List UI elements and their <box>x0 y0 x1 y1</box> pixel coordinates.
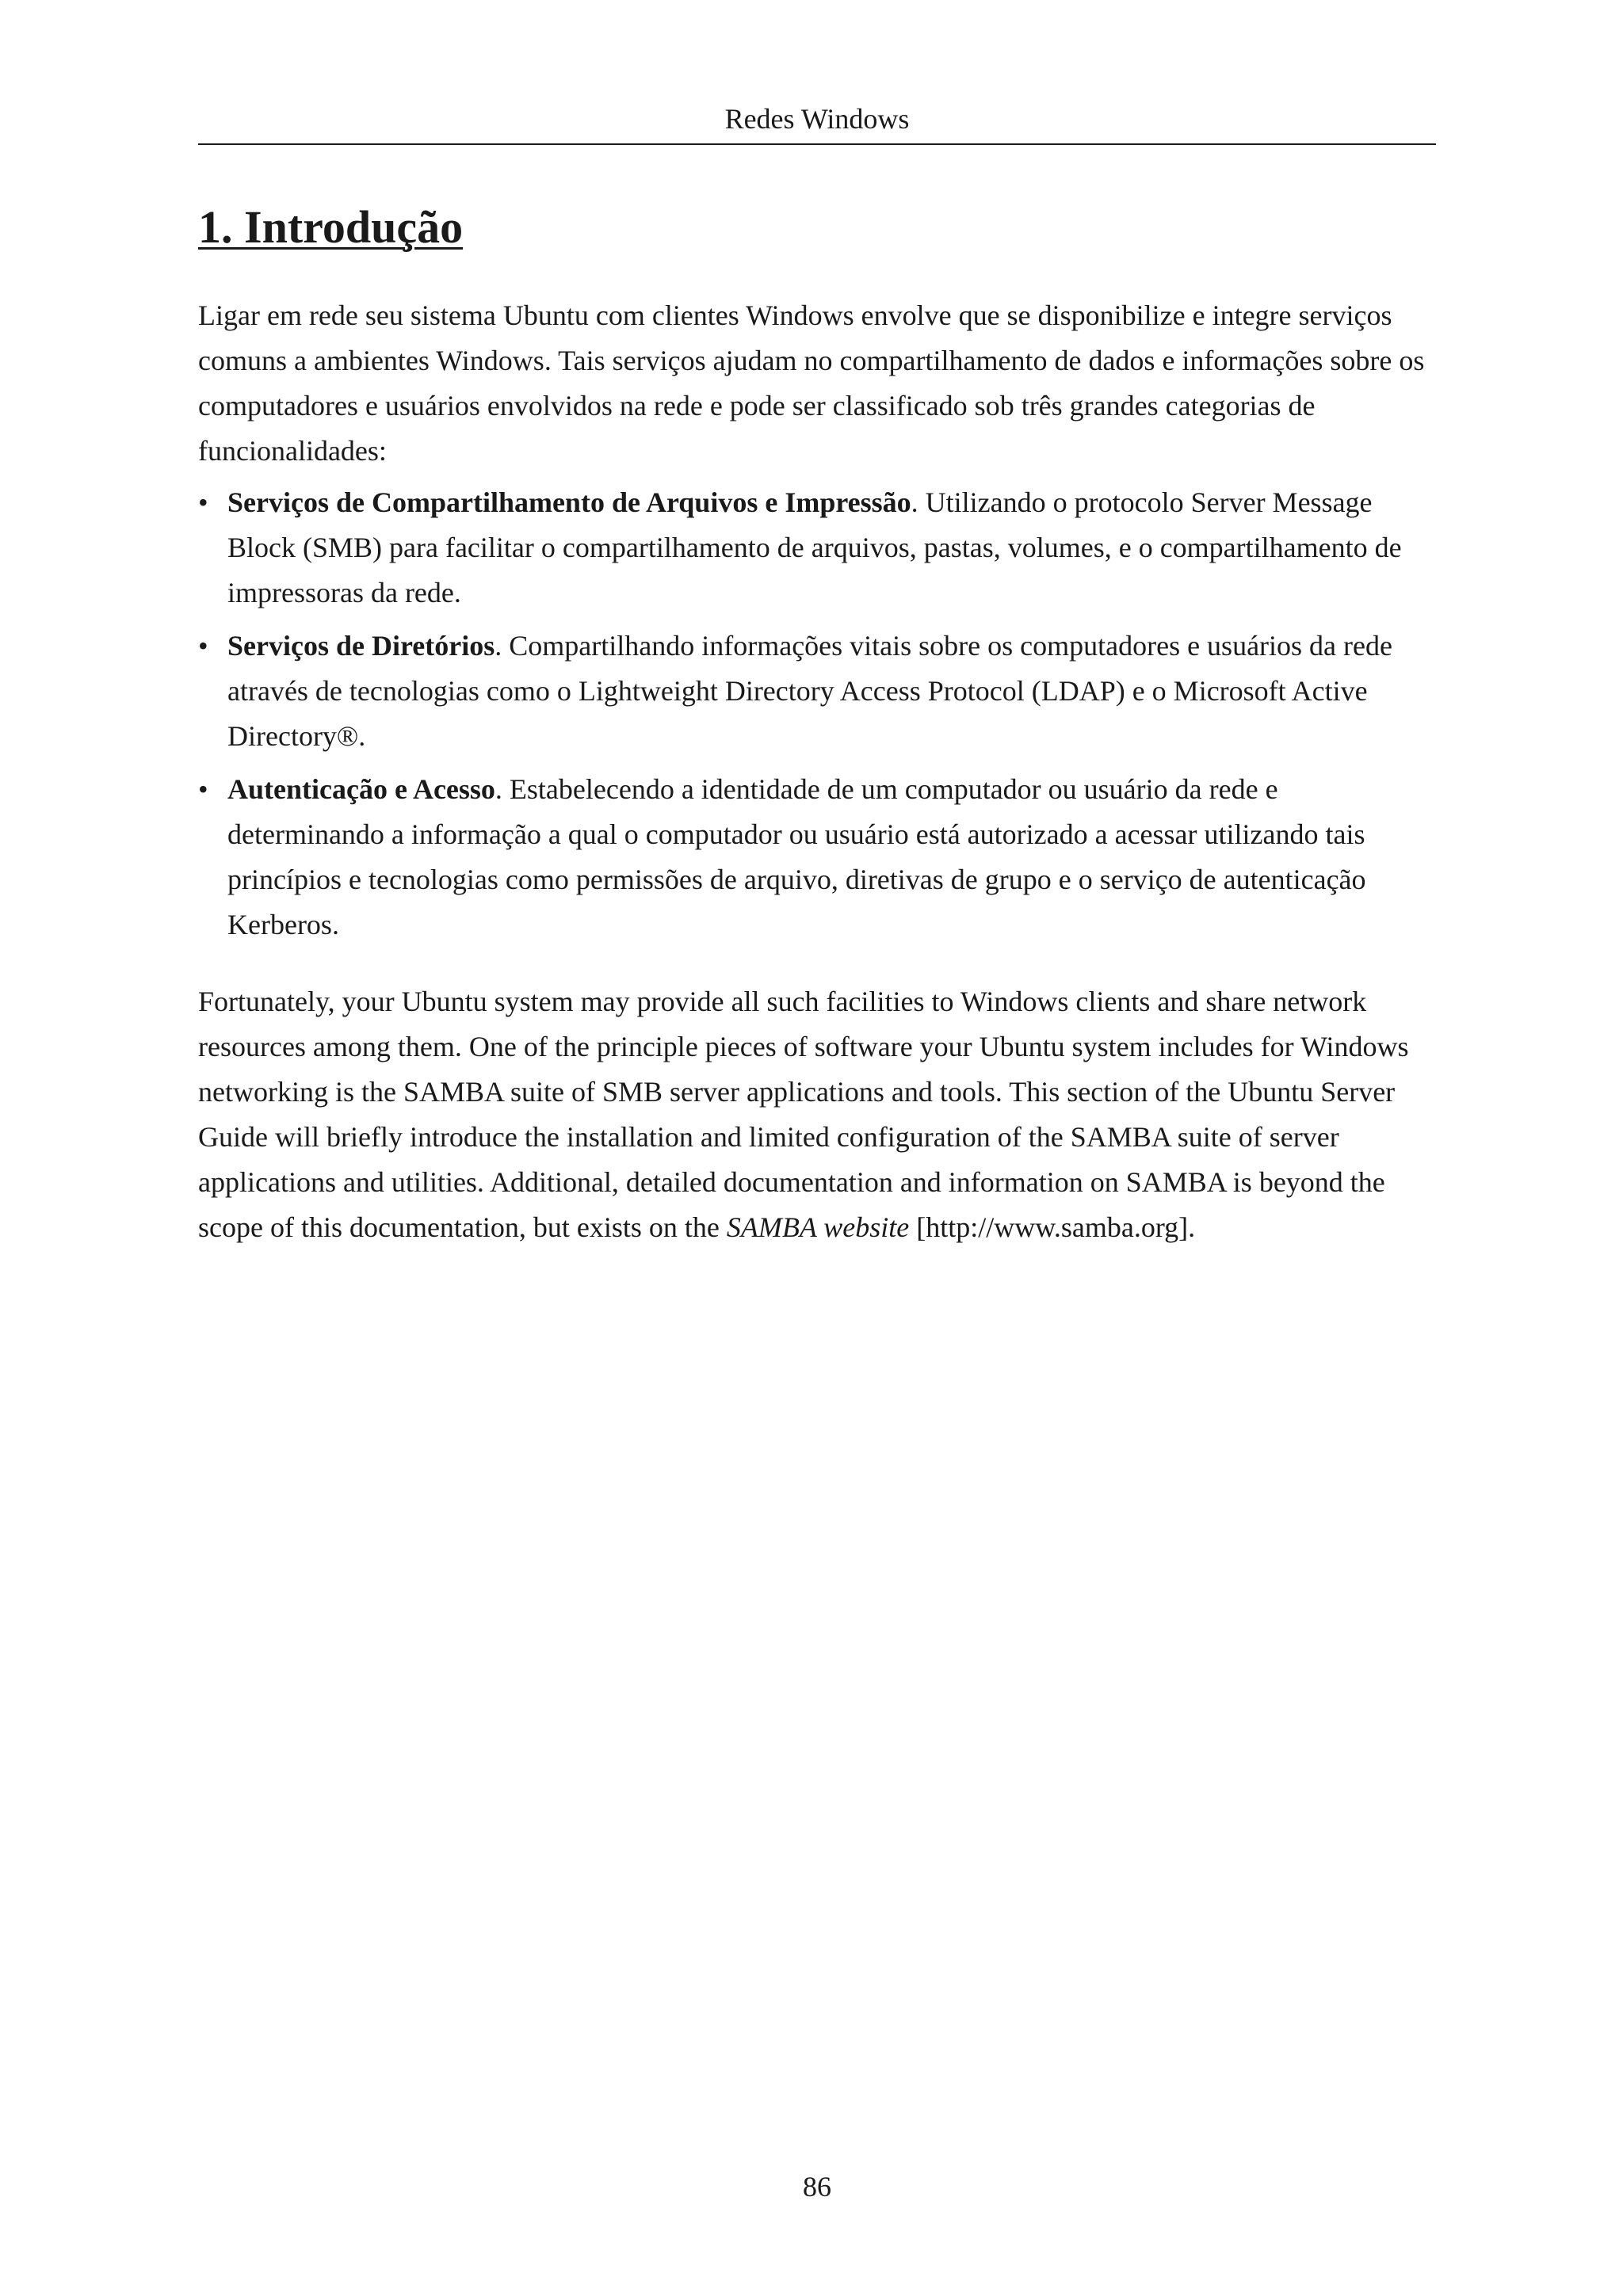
list-item <box>198 767 1436 948</box>
list-item <box>198 624 1436 759</box>
bullet-icon: • <box>198 486 208 518</box>
list-item-term: Serviços de Diretórios <box>227 630 495 662</box>
list-item-description: . Compartilhando informações vitais sobre os computadores e usuários da rede através de tecnologias como o Lightweight Directory Access Protocol (LDAP) e o Microsoft Active Directory®. <box>227 630 1392 752</box>
document-page <box>198 0 1436 2296</box>
intro-paragraph: Ligar em rede seu sistema Ubuntu com clientes Windows envolve que se disponibilize e integre serviços comuns a ambientes Windows. Tais serviços ajudam no compartilhamento de dados e informações sobre os computadores e usuários envolvidos na rede e pode ser classificado sob três grandes categorias de funcionalidades: <box>198 299 1425 467</box>
list-item-description: . Estabelecendo a identidade de um computador ou usuário da rede e determinando a informação a qual o computador ou usuário está autorizado a acessar utilizando tais princípios e tecnologias como permissões de arquivo, diretivas de grupo e o serviço de autenticação Kerberos. <box>227 773 1366 940</box>
running-header: Redes Windows <box>724 103 910 135</box>
feature-list <box>198 480 1436 948</box>
list-item-term: Autenticação e Acesso <box>227 773 495 805</box>
bullet-icon: • <box>198 773 208 805</box>
list-item <box>198 480 1436 616</box>
closing-text: Fortunately, your Ubuntu system may provide all such facilities to Windows clients and share network resources among them. One of the principle pieces of software your Ubuntu system includes for Windows networking is the SAMBA suite of SMB server applications and tools. This section of the Ubuntu Server Guide will briefly introduce the installation and limited configuration of the SAMBA suite of server applications and utilities. Additional, detailed documentation and information on SAMBA is beyond the scope of this documentation, but exists on the <box>198 986 1409 1243</box>
bullet-icon: • <box>198 630 208 662</box>
samba-website-link[interactable]: SAMBA website <box>726 1211 910 1243</box>
list-item-description: . Utilizando o protocolo Server Message Block (SMB) para facilitar o compartilhamento de arquivos, pastas, volumes, e o compartilhamento de impressoras da rede. <box>227 486 1402 608</box>
body-text <box>198 293 1436 1250</box>
section-title: 1. Introdução <box>198 201 464 253</box>
samba-website-url: [http://www.samba.org]. <box>909 1211 1196 1243</box>
list-item-term: Serviços de Compartilhamento de Arquivos e Impressão <box>227 486 911 518</box>
closing-paragraph <box>198 979 1436 1250</box>
page-number: 86 <box>803 2171 831 2203</box>
header-divider <box>198 143 1436 145</box>
